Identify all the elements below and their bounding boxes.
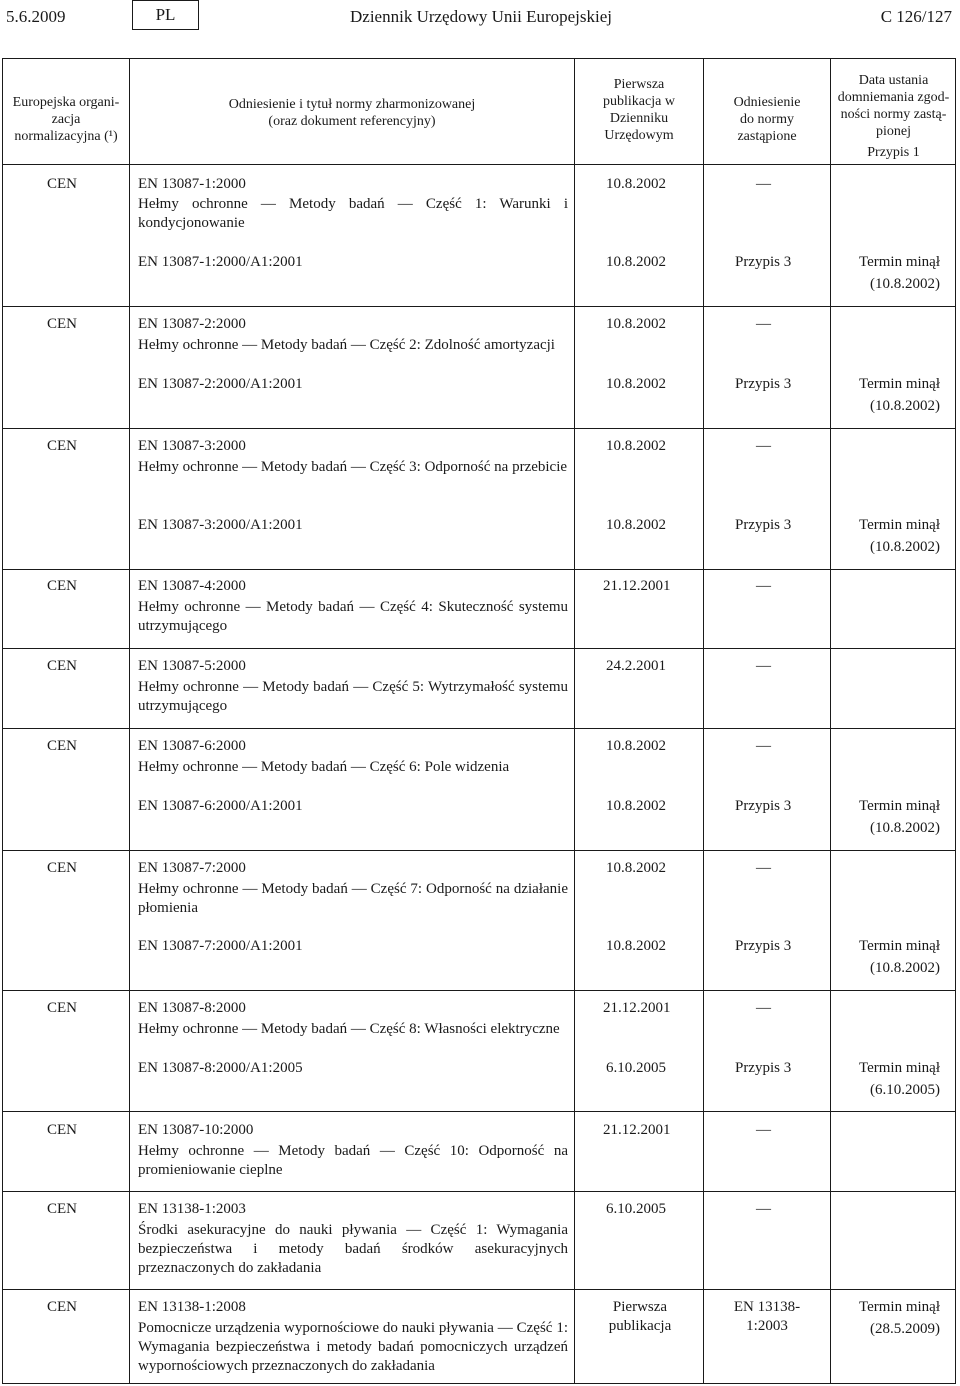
standard-reference: EN 13087-1:2000 — [138, 176, 246, 192]
first-publication-date: 6.10.2005 — [606, 1201, 666, 1217]
first-publication-date: 10.8.2002 — [606, 176, 666, 192]
page-header — [0, 0, 960, 40]
amendment-reference: EN 13087-1:2000/A1:2001 — [138, 254, 303, 270]
row-divider — [2, 306, 956, 307]
column-divider — [129, 58, 130, 1384]
standard-reference: EN 13087-4:2000 — [138, 578, 246, 594]
replaced-standard: Przypis 3 — [735, 1060, 792, 1076]
cessation-date-value: (10.8.2002) — [870, 539, 940, 555]
standard-title: Hełmy ochronne — Metody badań — Część 5: Wytrzymałość systemu utrzymującego — [138, 679, 568, 714]
amendment-reference: EN 13087-7:2000/A1:2001 — [138, 938, 303, 954]
replaced-standard: — — [756, 1000, 771, 1016]
row-divider — [2, 569, 956, 570]
organization-cell: CEN — [47, 1122, 77, 1138]
replaced-standard: — — [756, 738, 771, 754]
row-divider — [2, 990, 956, 991]
first-publication-date: 6.10.2005 — [606, 1060, 666, 1076]
organization-cell: CEN — [47, 738, 77, 754]
replaced-standard: Przypis 3 — [735, 938, 792, 954]
standard-title: Hełmy ochronne — Metody badań — Część 10: Odporność na promieniowanie cieplne — [138, 1143, 568, 1178]
standard-reference: EN 13138-1:2008 — [138, 1299, 246, 1315]
cessation-date: Termin minął — [858, 1299, 940, 1315]
first-publication-date: 10.8.2002 — [606, 254, 666, 270]
cessation-date: Termin minął — [858, 517, 940, 533]
first-publication-date: 10.8.2002 — [606, 938, 666, 954]
standard-title: Hełmy ochronne — Metody badań — Część 2: Zdolność amortyzacji — [138, 337, 555, 353]
organization-cell: CEN — [47, 1201, 77, 1217]
replaced-standard: — — [756, 1201, 771, 1217]
first-publication-date: 10.8.2002 — [606, 738, 666, 754]
cessation-date-value: (10.8.2002) — [870, 960, 940, 976]
organization-cell: CEN — [47, 316, 77, 332]
standard-reference: EN 13087-8:2000 — [138, 1000, 246, 1016]
first-publication-date: 10.8.2002 — [606, 438, 666, 454]
amendment-reference: EN 13087-3:2000/A1:2001 — [138, 517, 303, 533]
row-divider — [2, 648, 956, 649]
standard-title: Hełmy ochronne — Metody badań — Część 8: Własności elektryczne — [138, 1021, 560, 1037]
replaced-standard: EN 13138-1:2003 — [733, 1299, 801, 1334]
amendment-reference: EN 13087-2:2000/A1:2001 — [138, 376, 303, 392]
first-publication-date: 10.8.2002 — [606, 860, 666, 876]
standard-title: Hełmy ochronne — Metody badań — Część 4: Skuteczność systemu utrzymującego — [138, 599, 568, 634]
standard-title: Hełmy ochronne — Metody badań — Część 7: Odporność na działanie płomienia — [138, 881, 568, 916]
first-publication-date: 10.8.2002 — [606, 517, 666, 533]
replaced-standard: — — [756, 1122, 771, 1138]
standard-reference: EN 13087-2:2000 — [138, 316, 246, 332]
standard-reference: EN 13087-5:2000 — [138, 658, 246, 674]
replaced-standard: Przypis 3 — [735, 517, 792, 533]
col-header-replaced-standard: Odniesienie do normy zastąpione — [733, 95, 801, 144]
cessation-date: Termin minął — [858, 376, 940, 392]
row-divider — [2, 164, 956, 165]
organization-cell: CEN — [47, 176, 77, 192]
replaced-standard: — — [756, 860, 771, 876]
cessation-date-value: (10.8.2002) — [870, 398, 940, 414]
first-publication-date: 24.2.2001 — [606, 658, 666, 674]
row-divider — [2, 1111, 956, 1112]
standard-title: Hełmy ochronne — Metody badań — Część 3: Odporność na przebicie — [138, 459, 568, 475]
replaced-standard: Przypis 3 — [735, 254, 792, 270]
first-publication-date: Pierwsza publikacja — [608, 1299, 672, 1334]
replaced-standard: — — [756, 316, 771, 332]
cessation-date: Termin minął — [858, 798, 940, 814]
first-publication-date: 21.12.2001 — [603, 1122, 671, 1138]
standard-reference: EN 13087-3:2000 — [138, 438, 246, 454]
cessation-date-value: (6.10.2005) — [870, 1082, 940, 1098]
col-header-reference: Odniesienie i tytuł normy zharmonizowanej (oraz dokument referencyjny) — [228, 97, 476, 129]
column-divider — [574, 58, 575, 1384]
standard-title: Pomocnicze urządzenia wypornościowe do nauki pływania — Część 1: Wymagania bezpieczeństwa i metody badań pomocniczych urządzeń wypornościowych przeznaczonych do zakładania — [138, 1320, 568, 1374]
row-divider — [2, 1289, 956, 1290]
replaced-standard: — — [756, 578, 771, 594]
col-header-cessation-date: Data ustania domniemania zgod- ności normy zastą- pionej Przypis 1 — [837, 73, 950, 160]
cessation-date: Termin minął — [858, 254, 940, 270]
first-publication-date: 21.12.2001 — [603, 1000, 671, 1016]
standard-title: Środki asekuracyjne do nauki pływania — Część 1: Wymagania bezpieczeństwa i metody badań środków asekuracyjnych przeznaczonych do zakładania — [138, 1222, 568, 1276]
replaced-standard: — — [756, 438, 771, 454]
standard-title: Hełmy ochronne — Metody badań — Część 6: Pole widzenia — [138, 759, 510, 775]
first-publication-date: 10.8.2002 — [606, 798, 666, 814]
organization-cell: CEN — [47, 860, 77, 876]
cessation-date: Termin minął — [858, 1060, 940, 1076]
row-divider — [2, 728, 956, 729]
journal-title: Dziennik Urzędowy Unii Europejskiej — [350, 7, 613, 26]
first-publication-date: 10.8.2002 — [606, 316, 666, 332]
organization-cell: CEN — [47, 1299, 77, 1315]
column-divider — [703, 58, 704, 1384]
replaced-standard: Przypis 3 — [735, 376, 792, 392]
amendment-reference: EN 13087-6:2000/A1:2001 — [138, 798, 303, 814]
row-divider — [2, 1191, 956, 1192]
col-header-organization: Europejska organi- zacja normalizacyjna (¹) — [12, 95, 120, 144]
standard-reference: EN 13087-10:2000 — [138, 1122, 254, 1138]
organization-cell: CEN — [47, 658, 77, 674]
replaced-standard: — — [756, 658, 771, 674]
publication-date: 5.6.2009 — [6, 7, 66, 26]
amendment-reference: EN 13087-8:2000/A1:2005 — [138, 1060, 303, 1076]
standard-title: Hełmy ochronne — Metody badań — Część 1: Warunki i kondycjonowanie — [138, 196, 568, 231]
standard-reference: EN 13087-7:2000 — [138, 860, 246, 876]
language-code: PL — [132, 0, 199, 30]
replaced-standard: Przypis 3 — [735, 798, 792, 814]
first-publication-date: 10.8.2002 — [606, 376, 666, 392]
cessation-date-value: (10.8.2002) — [870, 276, 940, 292]
col-header-first-publication: Pierwsza publikacja w Dzienniku Urzędowym — [603, 77, 675, 143]
standard-reference: EN 13138-1:2003 — [138, 1201, 246, 1217]
organization-cell: CEN — [47, 578, 77, 594]
first-publication-date: 21.12.2001 — [603, 578, 671, 594]
row-divider — [2, 428, 956, 429]
row-divider — [2, 850, 956, 851]
standard-reference: EN 13087-6:2000 — [138, 738, 246, 754]
organization-cell: CEN — [47, 1000, 77, 1016]
page-reference: C 126/127 — [880, 7, 952, 26]
cessation-date-value: (28.5.2009) — [870, 1321, 940, 1337]
replaced-standard: — — [756, 176, 771, 192]
column-divider — [830, 58, 831, 1384]
cessation-date-value: (10.8.2002) — [870, 820, 940, 836]
cessation-date: Termin minął — [858, 938, 940, 954]
organization-cell: CEN — [47, 438, 77, 454]
